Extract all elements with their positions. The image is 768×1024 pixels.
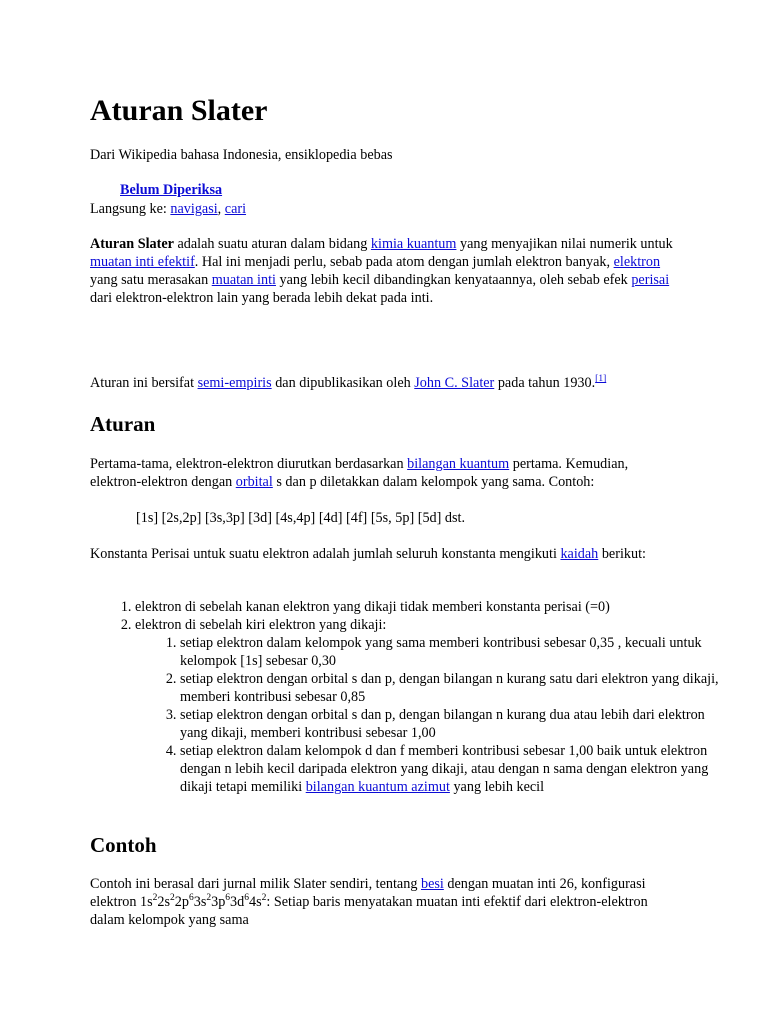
link-bilangan-kuantum[interactable]: bilangan kuantum xyxy=(407,456,510,472)
config-superscript-2: 2 xyxy=(170,893,175,903)
link-elektron[interactable]: elektron xyxy=(613,254,661,270)
shielding-paragraph xyxy=(90,545,678,563)
semi-empirical-paragraph xyxy=(90,374,678,392)
rule-item-1 xyxy=(135,598,725,616)
jump-label: Langsung ke: xyxy=(90,201,167,217)
example-text-3: : Setiap baris menyatakan muatan inti efektif dari elektron-elektron dalam kelompok yang sama xyxy=(90,894,648,928)
jump-navigation-link[interactable]: navigasi xyxy=(170,201,218,217)
example-text-1: Contoh ini berasal dari jurnal milik Slater sendiri, tentang xyxy=(90,876,421,892)
ordering-text-1: Pertama-tama, elektron-elektron diurutkan berdasarkan xyxy=(90,456,408,472)
subrule-item-2 xyxy=(180,670,725,706)
page-title: Aturan Slater xyxy=(90,94,268,127)
config-orbital-2: 2s xyxy=(157,894,171,910)
intro-text-2: yang menyajikan nilai numerik untuk xyxy=(456,236,673,252)
intro-text-4: yang satu merasakan xyxy=(90,272,212,288)
subrule-text-2: setiap elektron dengan orbital s dan p, dengan bilangan n kurang satu dari elektron yang dikaji, memberi kontribusi sebesar 0,85 xyxy=(180,671,719,705)
ordering-text-2: pertama. Kemudian, elektron-elektron dengan xyxy=(90,456,629,490)
semi-text-3: pada tahun 1930. xyxy=(494,375,596,391)
section-heading-aturan: Aturan xyxy=(90,412,156,436)
subrule-text-1: setiap elektron dalam kelompok yang sama memberi kontribusi sebesar 0,35 , kecuali untuk kelompok [1s] sebesar 0,30 xyxy=(180,635,702,669)
reference-link[interactable]: [1] xyxy=(595,374,607,384)
flagged-revision-link[interactable]: Belum Diperiksa xyxy=(120,182,223,198)
link-john-c-slater[interactable]: John C. Slater xyxy=(414,375,495,391)
ordering-paragraph xyxy=(90,455,678,491)
config-superscript-1: 2 xyxy=(152,893,158,903)
config-superscript-4: 2 xyxy=(206,893,212,903)
ordering-text-3: s dan p diletakkan dalam kelompok yang sama. Contoh: xyxy=(272,474,595,490)
config-orbital-6: 3d xyxy=(230,894,245,910)
semi-text-1: Aturan ini bersifat xyxy=(90,375,198,391)
jump-separator: , xyxy=(217,201,222,217)
subtitle: Dari Wikipedia bahasa Indonesia, ensiklopedia bebas xyxy=(90,147,393,163)
link-muatan-inti[interactable]: muatan inti xyxy=(211,272,276,288)
subrule-text-4a: setiap elektron dalam kelompok d dan f memberi kontribusi sebesar 1,00 baik untuk elektron dengan n lebih kecil daripada elektron yang dikaji, atau dengan n sama dengan elektron yang dikaji tetapi memiliki xyxy=(180,743,709,795)
link-kaidah[interactable]: kaidah xyxy=(560,546,599,562)
rules-list xyxy=(90,598,725,796)
intro-bold-term: Aturan Slater xyxy=(90,236,174,252)
config-superscript-7: 2 xyxy=(261,893,267,903)
rule-item-2 xyxy=(135,616,725,796)
link-perisai[interactable]: perisai xyxy=(631,272,670,288)
rule-text-2: elektron di sebelah kiri elektron yang dikaji: xyxy=(135,617,387,633)
config-orbital-3: 2p xyxy=(174,894,189,910)
link-besi[interactable]: besi xyxy=(420,876,444,892)
config-orbital-5: 3p xyxy=(211,894,226,910)
subrule-text-3: setiap elektron dengan orbital s dan p, dengan bilangan n kurang dua atau lebih dari elektron yang dikaji, memberi kontribusi sebesar 1,00 xyxy=(180,707,705,741)
section-heading-contoh: Contoh xyxy=(90,833,157,857)
subrule-item-1 xyxy=(180,634,725,670)
config-superscript-5: 6 xyxy=(225,893,231,903)
subrule-item-3 xyxy=(180,706,725,742)
subrules-list xyxy=(135,634,725,796)
link-muatan-inti-efektif[interactable]: muatan inti efektif xyxy=(90,254,195,270)
shielding-text-2: berikut: xyxy=(598,546,646,562)
intro-text-6: dari elektron-elektron lain yang berada lebih dekat pada inti. xyxy=(90,290,434,306)
semi-text-2: dan dipublikasikan oleh xyxy=(271,375,415,391)
link-orbital[interactable]: orbital xyxy=(235,474,273,490)
link-kimia-kuantum[interactable]: kimia kuantum xyxy=(370,236,457,252)
example-paragraph xyxy=(90,875,678,929)
link-semi-empiris[interactable]: semi-empiris xyxy=(197,375,272,391)
subrule-text-4b: yang lebih kecil xyxy=(449,779,545,795)
jump-to-line xyxy=(90,200,678,218)
grouping-sequence: [1s] [2s,2p] [3s,3p] [3d] [4s,4p] [4d] [4f] [5s, 5p] [5d] dst. xyxy=(136,510,466,526)
shielding-text-1: Konstanta Perisai untuk suatu elektron adalah jumlah seluruh konstanta mengikuti xyxy=(90,546,561,562)
jump-search-link[interactable]: cari xyxy=(224,201,247,217)
subrule-item-4 xyxy=(180,742,725,796)
rule-text-1: elektron di sebelah kanan elektron yang dikaji tidak memberi konstanta perisai (=0) xyxy=(135,599,610,615)
config-orbital-4: 3s xyxy=(193,894,207,910)
example-text-2: dengan muatan inti 26, konfigurasi elektron 1s xyxy=(90,876,646,910)
intro-text-1: adalah suatu aturan dalam bidang xyxy=(173,236,371,252)
link-bilangan-kuantum-azimut[interactable]: bilangan kuantum azimut xyxy=(305,779,450,795)
intro-text-3: . Hal ini menjadi perlu, sebab pada atom dengan jumlah elektron banyak, xyxy=(194,254,614,270)
config-superscript-6: 6 xyxy=(244,893,249,903)
config-orbital-7: 4s xyxy=(248,894,262,910)
intro-paragraph xyxy=(90,235,678,307)
config-superscript-3: 6 xyxy=(188,893,194,903)
intro-text-5: yang lebih kecil dibandingkan kenyataannya, oleh sebab efek xyxy=(275,272,632,288)
